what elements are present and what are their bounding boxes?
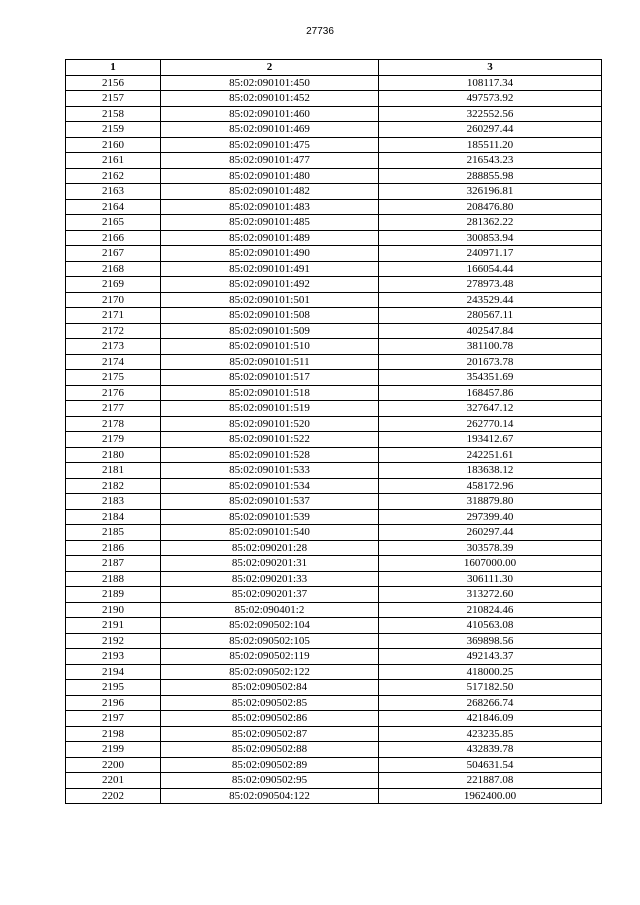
row-number-cell: 2181: [66, 463, 161, 479]
cadastral-value-cell: 303578.39: [379, 540, 602, 556]
column-header-1: 1: [66, 60, 161, 76]
row-number-cell: 2175: [66, 370, 161, 386]
cadastral-number-cell: 85:02:090502:95: [161, 773, 379, 789]
table-row: [66, 463, 602, 479]
cadastral-number-cell: 85:02:090101:492: [161, 277, 379, 293]
table-row: [66, 91, 602, 107]
cadastral-number-cell: 85:02:090504:122: [161, 788, 379, 804]
cadastral-value-cell: 240971.17: [379, 246, 602, 262]
table-row: [66, 757, 602, 773]
row-number-cell: 2168: [66, 261, 161, 277]
cadastral-number-cell: 85:02:090101:528: [161, 447, 379, 463]
cadastral-number-cell: 85:02:090201:33: [161, 571, 379, 587]
row-number-cell: 2186: [66, 540, 161, 556]
cadastral-number-cell: 85:02:090101:519: [161, 401, 379, 417]
cadastral-value-cell: 210824.46: [379, 602, 602, 618]
cadastral-number-cell: 85:02:090101:482: [161, 184, 379, 200]
cadastral-number-cell: 85:02:090502:104: [161, 618, 379, 634]
cadastral-value-cell: 243529.44: [379, 292, 602, 308]
table-row: [66, 618, 602, 634]
table-row: [66, 478, 602, 494]
row-number-cell: 2174: [66, 354, 161, 370]
cadastral-value-cell: 492143.37: [379, 649, 602, 665]
cadastral-number-cell: 85:02:090101:511: [161, 354, 379, 370]
cadastral-number-cell: 85:02:090502:122: [161, 664, 379, 680]
row-number-cell: 2187: [66, 556, 161, 572]
cadastral-number-cell: 85:02:090101:477: [161, 153, 379, 169]
row-number-cell: 2188: [66, 571, 161, 587]
cadastral-number-cell: 85:02:090201:28: [161, 540, 379, 556]
row-number-cell: 2169: [66, 277, 161, 293]
cadastral-number-cell: 85:02:090201:37: [161, 587, 379, 603]
table-row: [66, 571, 602, 587]
cadastral-number-cell: 85:02:090101:489: [161, 230, 379, 246]
cadastral-value-cell: 1607000.00: [379, 556, 602, 572]
row-number-cell: 2194: [66, 664, 161, 680]
table-row: [66, 137, 602, 153]
row-number-cell: 2157: [66, 91, 161, 107]
cadastral-number-cell: 85:02:090101:460: [161, 106, 379, 122]
row-number-cell: 2195: [66, 680, 161, 696]
cadastral-number-cell: 85:02:090101:501: [161, 292, 379, 308]
row-number-cell: 2184: [66, 509, 161, 525]
row-number-cell: 2158: [66, 106, 161, 122]
cadastral-value-cell: 313272.60: [379, 587, 602, 603]
column-header-3: 3: [379, 60, 602, 76]
table-row: [66, 292, 602, 308]
cadastral-value-cell: 288855.98: [379, 168, 602, 184]
table-row: [66, 308, 602, 324]
table-body: [66, 75, 602, 804]
table-row: [66, 540, 602, 556]
row-number-cell: 2202: [66, 788, 161, 804]
cadastral-value-cell: 280567.11: [379, 308, 602, 324]
table-row: [66, 680, 602, 696]
row-number-cell: 2196: [66, 695, 161, 711]
cadastral-number-cell: 85:02:090502:86: [161, 711, 379, 727]
table-row: [66, 447, 602, 463]
cadastral-value-cell: 318879.80: [379, 494, 602, 510]
cadastral-value-cell: 369898.56: [379, 633, 602, 649]
table-row: [66, 649, 602, 665]
cadastral-value-cell: 410563.08: [379, 618, 602, 634]
row-number-cell: 2166: [66, 230, 161, 246]
cadastral-value-cell: 497573.92: [379, 91, 602, 107]
table-row: [66, 633, 602, 649]
cadastral-number-cell: 85:02:090502:84: [161, 680, 379, 696]
cadastral-number-cell: 85:02:090101:475: [161, 137, 379, 153]
cadastral-number-cell: 85:02:090101:540: [161, 525, 379, 541]
cadastral-value-cell: 268266.74: [379, 695, 602, 711]
table-row: [66, 230, 602, 246]
row-number-cell: 2201: [66, 773, 161, 789]
row-number-cell: 2198: [66, 726, 161, 742]
row-number-cell: 2185: [66, 525, 161, 541]
table-row: [66, 75, 602, 91]
table-row: [66, 277, 602, 293]
table-row: [66, 199, 602, 215]
table-row: [66, 261, 602, 277]
cadastral-value-cell: 418000.25: [379, 664, 602, 680]
cadastral-number-cell: 85:02:090101:520: [161, 416, 379, 432]
table-row: [66, 168, 602, 184]
cadastral-value-cell: 354351.69: [379, 370, 602, 386]
row-number-cell: 2182: [66, 478, 161, 494]
cadastral-value-cell: 517182.50: [379, 680, 602, 696]
table-row: [66, 370, 602, 386]
table-row: [66, 788, 602, 804]
row-number-cell: 2178: [66, 416, 161, 432]
row-number-cell: 2190: [66, 602, 161, 618]
row-number-cell: 2159: [66, 122, 161, 138]
cadastral-number-cell: 85:02:090502:89: [161, 757, 379, 773]
table-header-row: [66, 60, 602, 76]
row-number-cell: 2183: [66, 494, 161, 510]
row-number-cell: 2189: [66, 587, 161, 603]
cadastral-value-cell: 221887.08: [379, 773, 602, 789]
row-number-cell: 2164: [66, 199, 161, 215]
table-row: [66, 602, 602, 618]
table-row: [66, 323, 602, 339]
cadastral-number-cell: 85:02:090101:483: [161, 199, 379, 215]
cadastral-number-cell: 85:02:090101:537: [161, 494, 379, 510]
row-number-cell: 2161: [66, 153, 161, 169]
row-number-cell: 2177: [66, 401, 161, 417]
page-number: 27736: [306, 26, 334, 37]
row-number-cell: 2162: [66, 168, 161, 184]
cadastral-number-cell: 85:02:090502:119: [161, 649, 379, 665]
cadastral-number-cell: 85:02:090201:31: [161, 556, 379, 572]
cadastral-number-cell: 85:02:090101:522: [161, 432, 379, 448]
table-row: [66, 184, 602, 200]
cadastral-value-cell: 504631.54: [379, 757, 602, 773]
table-row: [66, 556, 602, 572]
row-number-cell: 2167: [66, 246, 161, 262]
row-number-cell: 2173: [66, 339, 161, 355]
table-row: [66, 587, 602, 603]
cadastral-number-cell: 85:02:090502:87: [161, 726, 379, 742]
cadastral-value-cell: 300853.94: [379, 230, 602, 246]
table-row: [66, 246, 602, 262]
cadastral-number-cell: 85:02:090101:509: [161, 323, 379, 339]
cadastral-value-cell: 326196.81: [379, 184, 602, 200]
cadastral-value-cell: 423235.85: [379, 726, 602, 742]
table-row: [66, 711, 602, 727]
table-row: [66, 401, 602, 417]
cadastral-value-cell: 1962400.00: [379, 788, 602, 804]
table-row: [66, 385, 602, 401]
cadastral-number-cell: 85:02:090502:85: [161, 695, 379, 711]
cadastral-value-table: [65, 59, 602, 804]
row-number-cell: 2197: [66, 711, 161, 727]
cadastral-number-cell: 85:02:090401:2: [161, 602, 379, 618]
row-number-cell: 2200: [66, 757, 161, 773]
row-number-cell: 2192: [66, 633, 161, 649]
table-row: [66, 664, 602, 680]
row-number-cell: 2176: [66, 385, 161, 401]
cadastral-value-cell: 168457.86: [379, 385, 602, 401]
table-row: [66, 432, 602, 448]
cadastral-number-cell: 85:02:090101:534: [161, 478, 379, 494]
cadastral-number-cell: 85:02:090101:533: [161, 463, 379, 479]
cadastral-value-cell: 297399.40: [379, 509, 602, 525]
row-number-cell: 2165: [66, 215, 161, 231]
row-number-cell: 2170: [66, 292, 161, 308]
cadastral-value-cell: 327647.12: [379, 401, 602, 417]
cadastral-value-cell: 281362.22: [379, 215, 602, 231]
row-number-cell: 2163: [66, 184, 161, 200]
cadastral-number-cell: 85:02:090101:508: [161, 308, 379, 324]
table-row: [66, 509, 602, 525]
row-number-cell: 2199: [66, 742, 161, 758]
table-row: [66, 494, 602, 510]
row-number-cell: 2156: [66, 75, 161, 91]
cadastral-value-cell: 185511.20: [379, 137, 602, 153]
cadastral-number-cell: 85:02:090101:510: [161, 339, 379, 355]
table-row: [66, 339, 602, 355]
cadastral-number-cell: 85:02:090101:450: [161, 75, 379, 91]
cadastral-value-cell: 458172.96: [379, 478, 602, 494]
cadastral-value-cell: 262770.14: [379, 416, 602, 432]
cadastral-value-cell: 278973.48: [379, 277, 602, 293]
cadastral-number-cell: 85:02:090101:485: [161, 215, 379, 231]
cadastral-value-cell: 260297.44: [379, 525, 602, 541]
cadastral-number-cell: 85:02:090101:517: [161, 370, 379, 386]
cadastral-number-cell: 85:02:090101:480: [161, 168, 379, 184]
cadastral-value-cell: 402547.84: [379, 323, 602, 339]
column-header-2: 2: [161, 60, 379, 76]
cadastral-value-cell: 421846.09: [379, 711, 602, 727]
cadastral-value-cell: 166054.44: [379, 261, 602, 277]
table-row: [66, 695, 602, 711]
cadastral-value-cell: 193412.67: [379, 432, 602, 448]
cadastral-number-cell: 85:02:090502:105: [161, 633, 379, 649]
table-row: [66, 215, 602, 231]
cadastral-number-cell: 85:02:090101:518: [161, 385, 379, 401]
cadastral-number-cell: 85:02:090101:491: [161, 261, 379, 277]
cadastral-value-cell: 432839.78: [379, 742, 602, 758]
row-number-cell: 2191: [66, 618, 161, 634]
cadastral-value-cell: 216543.23: [379, 153, 602, 169]
cadastral-number-cell: 85:02:090502:88: [161, 742, 379, 758]
table-row: [66, 153, 602, 169]
cadastral-value-cell: 322552.56: [379, 106, 602, 122]
cadastral-number-cell: 85:02:090101:539: [161, 509, 379, 525]
cadastral-number-cell: 85:02:090101:469: [161, 122, 379, 138]
table-row: [66, 742, 602, 758]
row-number-cell: 2160: [66, 137, 161, 153]
cadastral-value-cell: 201673.78: [379, 354, 602, 370]
row-number-cell: 2179: [66, 432, 161, 448]
table-row: [66, 416, 602, 432]
cadastral-value-cell: 306111.30: [379, 571, 602, 587]
row-number-cell: 2193: [66, 649, 161, 665]
cadastral-value-cell: 242251.61: [379, 447, 602, 463]
table-row: [66, 773, 602, 789]
row-number-cell: 2180: [66, 447, 161, 463]
cadastral-value-cell: 260297.44: [379, 122, 602, 138]
table-row: [66, 122, 602, 138]
cadastral-value-cell: 381100.78: [379, 339, 602, 355]
row-number-cell: 2172: [66, 323, 161, 339]
cadastral-number-cell: 85:02:090101:452: [161, 91, 379, 107]
cadastral-value-cell: 208476.80: [379, 199, 602, 215]
cadastral-value-cell: 108117.34: [379, 75, 602, 91]
cadastral-number-cell: 85:02:090101:490: [161, 246, 379, 262]
row-number-cell: 2171: [66, 308, 161, 324]
table-row: [66, 354, 602, 370]
table-row: [66, 726, 602, 742]
table-row: [66, 106, 602, 122]
table-row: [66, 525, 602, 541]
cadastral-value-cell: 183638.12: [379, 463, 602, 479]
